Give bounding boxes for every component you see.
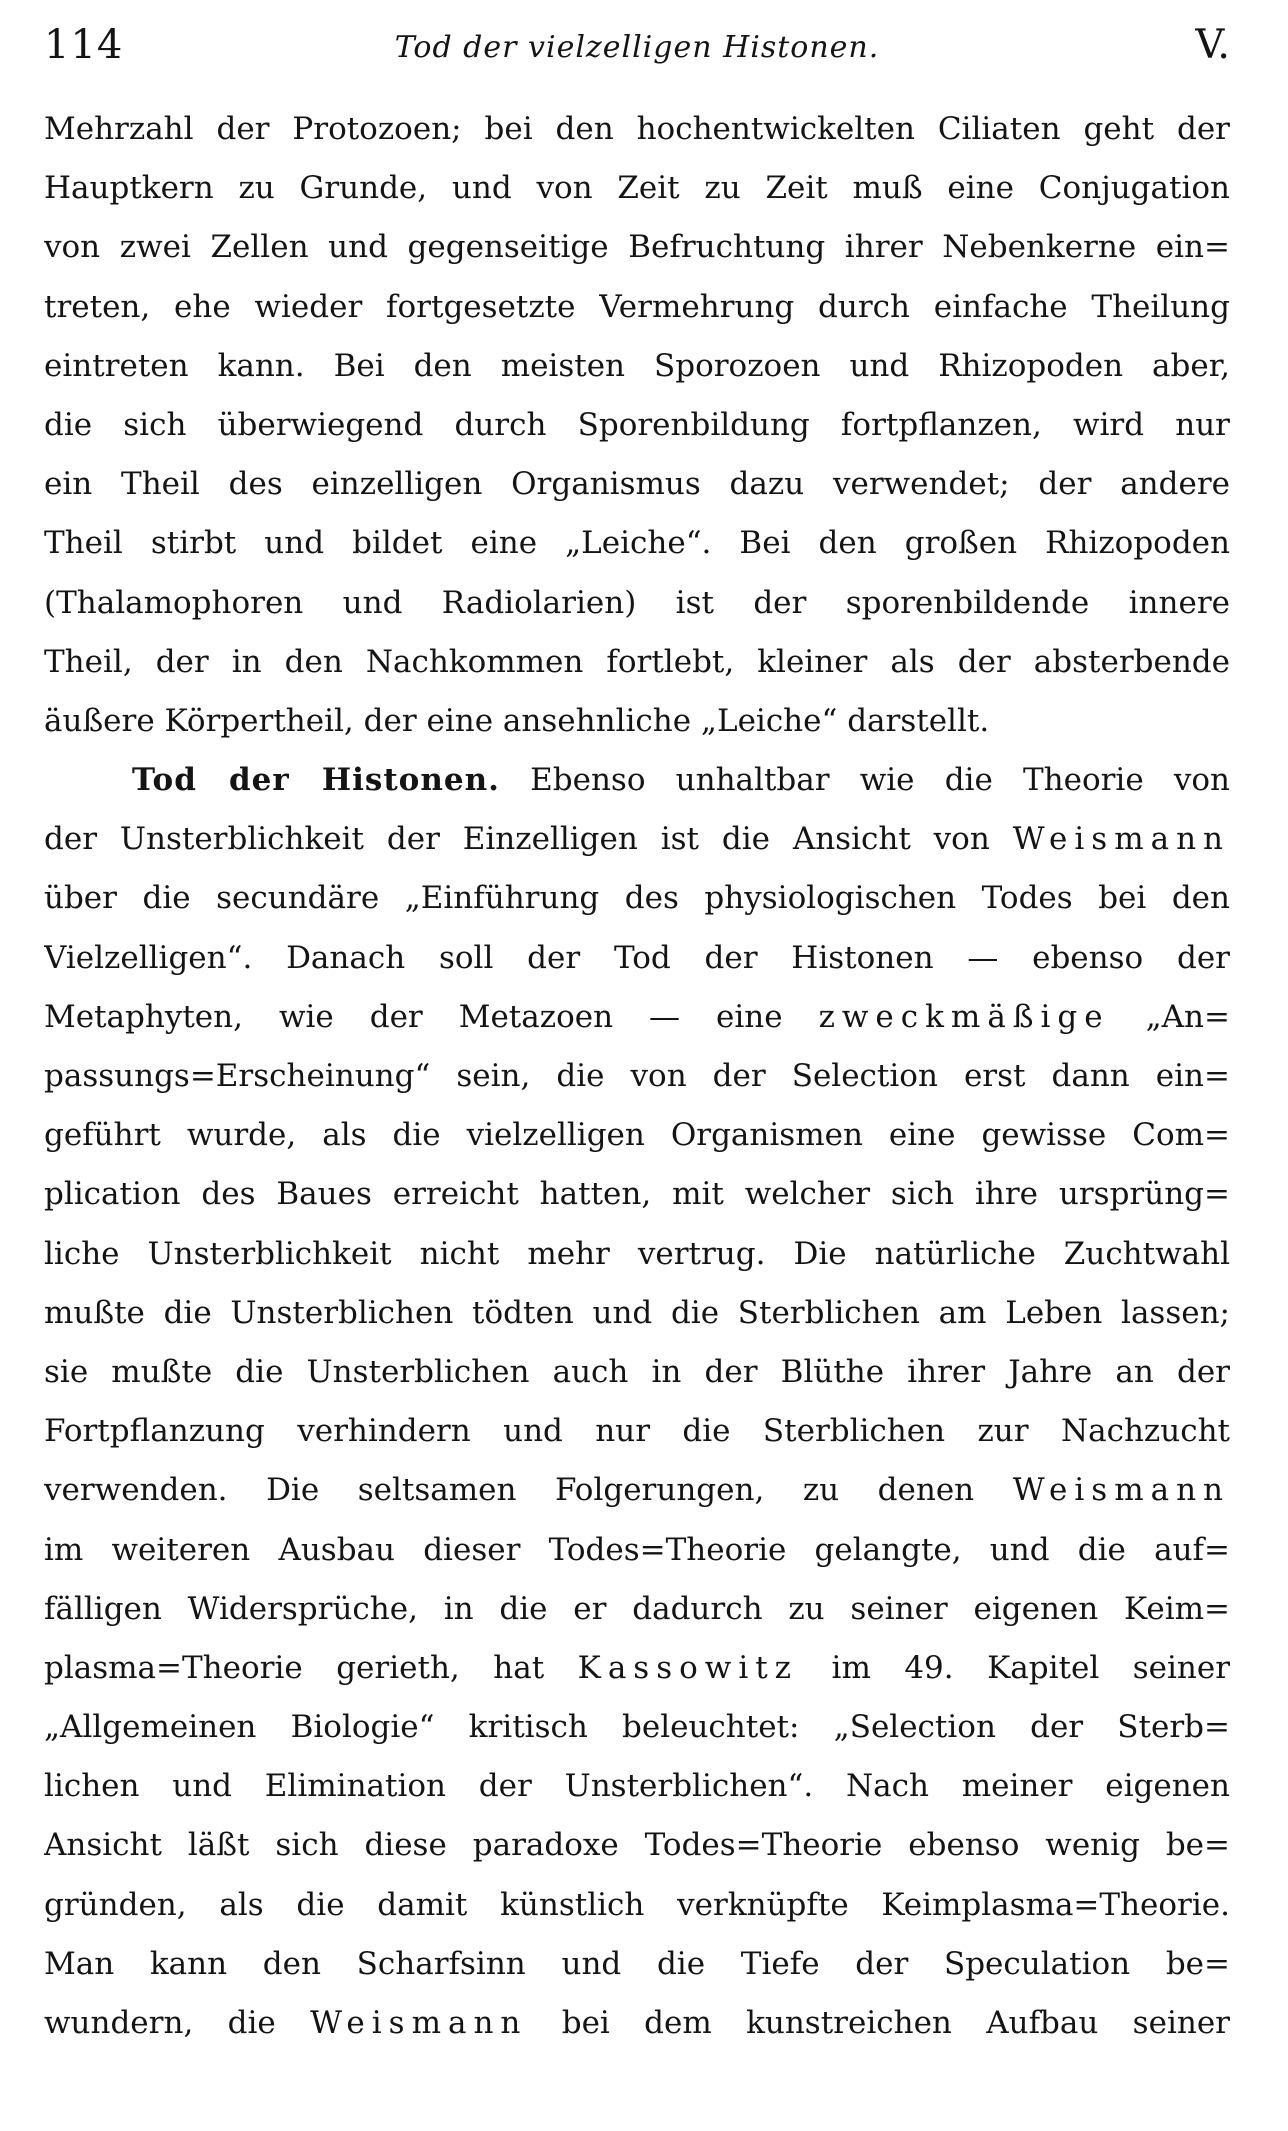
text-line: Theil stirbt und bildet eine „Leiche“. Bei den großen Rhizopoden (44, 525, 1230, 562)
text-line (44, 810, 1230, 869)
text-line: „Allgemeinen Biologie“ kritisch beleuchtet: „Selection der Sterb= (44, 1709, 1230, 1746)
line-text: plasma=Theorie gerieth, hat (44, 1649, 545, 1686)
paragraph-death-of-histones (44, 751, 1230, 2053)
line-text: „An= (1145, 998, 1230, 1035)
page-number: 114 (44, 22, 124, 68)
text-line: Mehrzahl der Protozoen; bei den hochentwickelten Ciliaten geht der (44, 111, 1230, 147)
author-name: Weismann (310, 2005, 528, 2041)
author-name: Weismann (1012, 821, 1230, 858)
text-line: treten, ehe wieder fortgesetzte Vermehrung durch einfache Theilung (44, 288, 1230, 325)
line-text: der Unsterblichkeit der Einzelligen ist die Ansicht von (44, 821, 990, 858)
text-line: im weiteren Ausbau dieser Todes=Theorie gelangte, und die auf= (44, 1531, 1230, 1568)
text-line: Theil, der in den Nachkommen fortlebt, kleiner als der absterbende (44, 643, 1230, 680)
line-text: bei dem kunstreichen Aufbau seiner (561, 2005, 1230, 2041)
chapter-numeral: V. (1195, 22, 1230, 68)
text-line: äußere Körpertheil, der eine ansehnliche „Leiche“ darstellt. (44, 702, 990, 739)
text-line: fälligen Widersprüche, in die er dadurch zu seiner eigenen Keim= (44, 1590, 1230, 1627)
text-line: ein Theil des einzelligen Organismus dazu verwendet; der andere (44, 466, 1230, 503)
running-title: Tod der vielzelligen Histonen. (394, 30, 880, 65)
text-line (44, 751, 1230, 810)
paragraph-protozoa (44, 100, 1230, 751)
section-heading: Tod der Histonen. (132, 762, 500, 799)
line-text: wundern, die (44, 2005, 276, 2041)
text-line: sie mußte die Unsterblichen auch in der Blüthe ihrer Jahre an der (44, 1353, 1230, 1390)
text-line: liche Unsterblichkeit nicht mehr vertrug. Die natürliche Zuchtwahl (44, 1235, 1230, 1272)
text-line (44, 988, 1230, 1047)
line-text: Ebenso unhaltbar wie die Theorie von (530, 762, 1230, 799)
text-line: plication des Baues erreicht hatten, mit welcher sich ihre ursprüng= (44, 1176, 1230, 1213)
text-line: von zwei Zellen und gegenseitige Befruchtung ihrer Nebenkerne ein= (44, 229, 1230, 266)
text-line: geführt wurde, als die vielzelligen Organismen eine gewisse Com= (44, 1117, 1230, 1154)
text-line: eintreten kann. Bei den meisten Sporozoen und Rhizopoden aber, (44, 347, 1230, 384)
text-line: Hauptkern zu Grunde, und von Zeit zu Zeit muß eine Conjugation (44, 170, 1230, 207)
text-line: lichen und Elimination der Unsterblichen“. Nach meiner eigenen (44, 1768, 1230, 1805)
body-text (44, 100, 1230, 2053)
text-line: gründen, als die damit künstlich verknüpfte Keimplasma=Theorie. (44, 1886, 1230, 1923)
author-name: Weismann (1012, 1472, 1230, 1509)
emphasized-word: zweckmäßige (818, 998, 1110, 1035)
text-line (44, 1994, 1230, 2053)
text-line (44, 1461, 1230, 1520)
running-head (44, 22, 1230, 72)
text-line (44, 1639, 1230, 1698)
line-text: verwenden. Die seltsamen Folgerungen, zu denen (44, 1472, 975, 1509)
text-line: Man kann den Scharfsinn und die Tiefe der Speculation be= (44, 1945, 1230, 1982)
author-name: Kassowitz (577, 1649, 799, 1686)
text-line: Vielzelligen“. Danach soll der Tod der Histonen — ebenso der (44, 939, 1230, 976)
line-text: im 49. Kapitel seiner (831, 1649, 1230, 1686)
text-line: die sich überwiegend durch Sporenbildung fortpflanzen, wird nur (44, 406, 1230, 443)
line-text: Metaphyten, wie der Metazoen — eine (44, 998, 783, 1035)
text-line: mußte die Unsterblichen tödten und die Sterblichen am Leben lassen; (44, 1294, 1230, 1331)
text-line: (Thalamophoren und Radiolarien) ist der sporenbildende innere (44, 584, 1230, 621)
text-line: Fortpflanzung verhindern und nur die Sterblichen zur Nachzucht (44, 1413, 1230, 1450)
text-line: Ansicht läßt sich diese paradoxe Todes=Theorie ebenso wenig be= (44, 1827, 1230, 1864)
text-line: passungs=Erscheinung“ sein, die von der Selection erst dann ein= (44, 1058, 1230, 1094)
text-line: über die secundäre „Einführung des physiologischen Todes bei den (44, 880, 1230, 917)
